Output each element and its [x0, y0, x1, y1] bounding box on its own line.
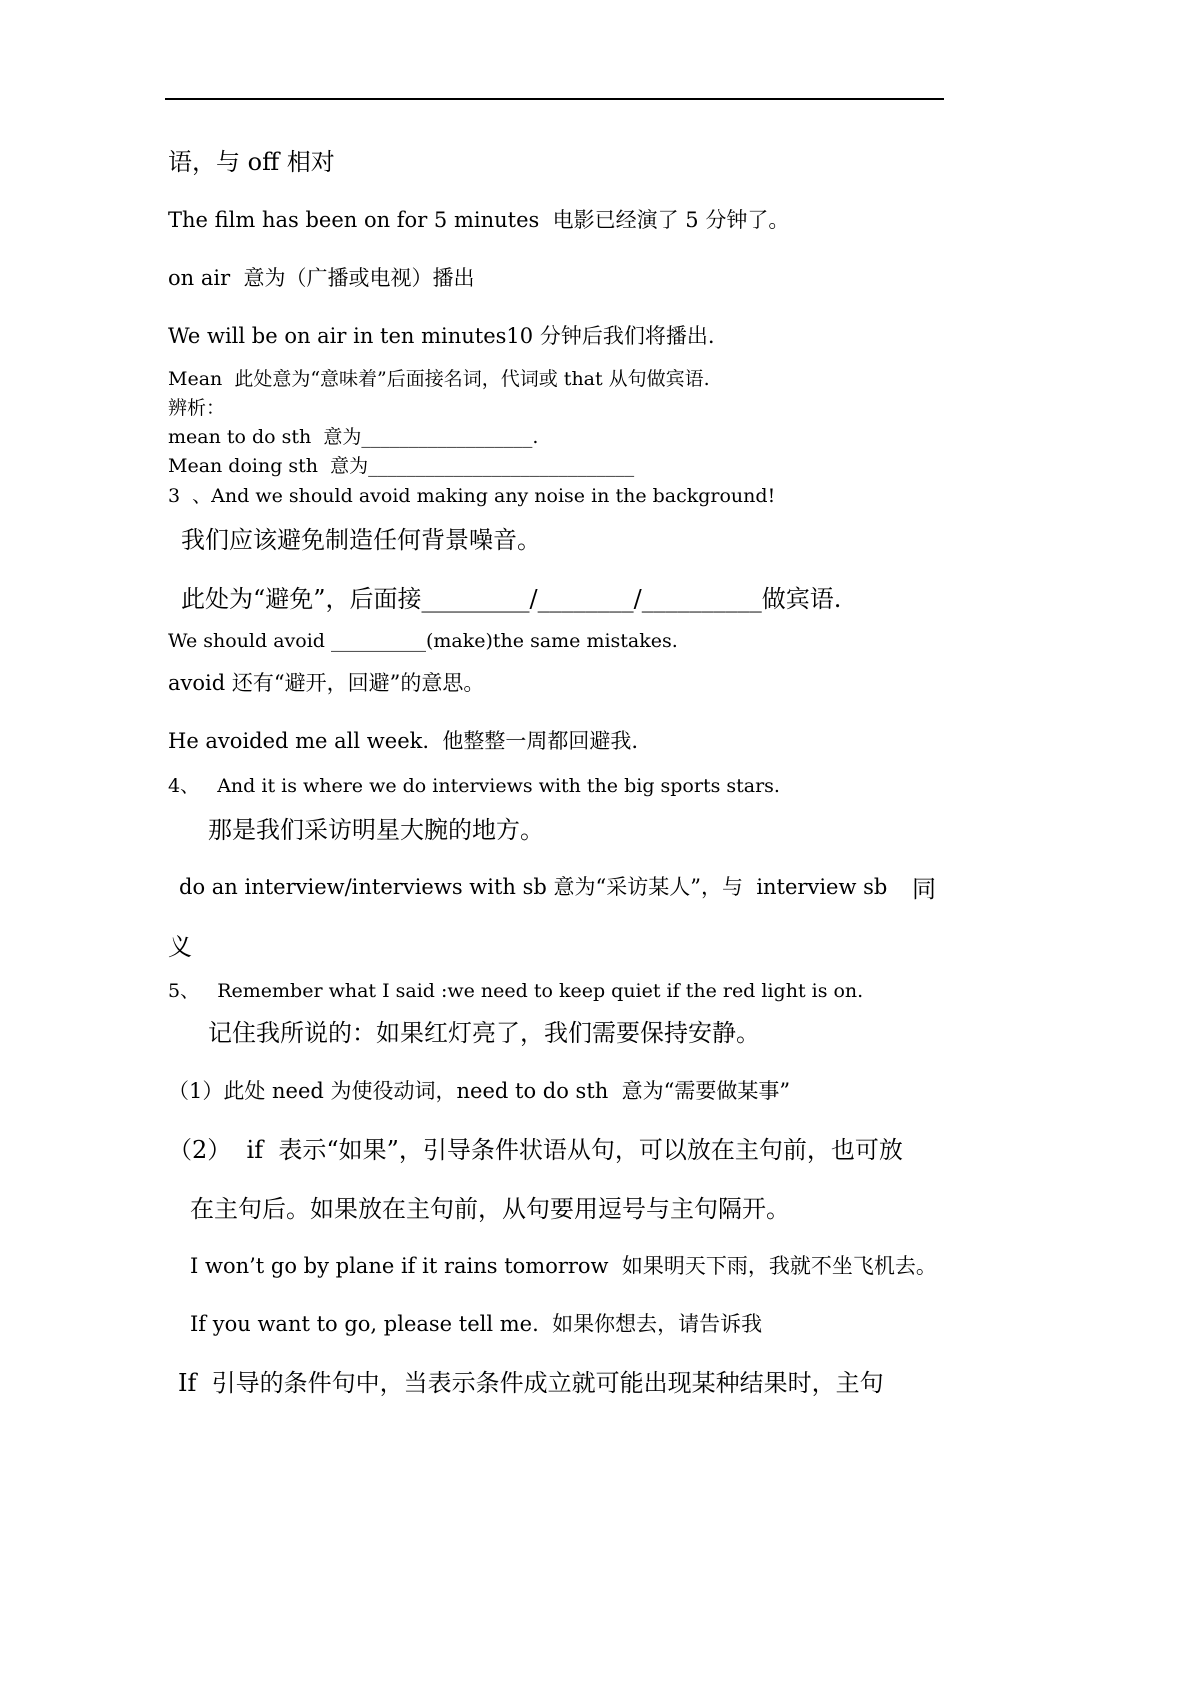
header-rule: [165, 98, 944, 100]
text-line: 我们应该避免制造任何背景噪音。: [181, 526, 541, 554]
text-line: I won’t go by plane if it rains tomorrow 如果明天下雨，我就不坐飞机去。: [190, 1254, 937, 1278]
text-line: mean to do sth 意为__________________.: [168, 426, 539, 448]
text-line: 同: [912, 875, 936, 903]
text-line: 此处为“避免”，后面接_________/________/__________做宾语.: [181, 585, 842, 613]
text-line: on air 意为（广播或电视）播出: [168, 266, 475, 290]
text-line: We will be on air in ten minutes10 分钟后我们将播出.: [168, 324, 715, 348]
text-line: 那是我们采访明星大腕的地方。: [208, 816, 544, 844]
text-line: 5、 Remember what I said :we need to keep quiet if the red light is on.: [168, 980, 864, 1002]
text-line: （2） if 表示“如果”，引导条件状语从句，可以放在主句前，也可放: [168, 1136, 903, 1164]
text-line: We should avoid __________(make)the same mistakes.: [168, 630, 678, 652]
text-line: avoid 还有“避开，回避”的意思。: [168, 671, 485, 695]
text-line: Mean 此处意为“意味着”后面接名词，代词或 that 从句做宾语.: [168, 368, 710, 390]
text-line: 记住我所说的：如果红灯亮了，我们需要保持安静。: [208, 1019, 760, 1047]
text-line: 在主句后。如果放在主句前，从句要用逗号与主句隔开。: [190, 1195, 790, 1223]
text-line: 辨析：: [168, 397, 226, 419]
text-line: 语，与 off 相对: [168, 148, 335, 176]
text-line: Mean doing sth 意为____________________________: [168, 455, 635, 477]
text-line: If 引导的条件句中，当表示条件成立就可能出现某种结果时，主句: [178, 1369, 884, 1397]
text-line: He avoided me all week. 他整整一周都回避我.: [168, 729, 639, 753]
text-line: The film has been on for 5 minutes 电影已经演了 5 分钟了。: [168, 208, 790, 232]
text-line: （1）此处 need 为使役动词，need to do sth 意为“需要做某事”: [168, 1079, 791, 1103]
text-line: 义: [168, 933, 192, 961]
text-line: 4、 And it is where we do interviews with the big sports stars.: [168, 775, 780, 797]
text-line: 3 、And we should avoid making any noise in the background!: [168, 485, 776, 507]
text-line: do an interview/interviews with sb 意为“采访某人”，与 interview sb: [179, 875, 888, 899]
text-line: If you want to go, please tell me. 如果你想去，请告诉我: [190, 1312, 763, 1336]
